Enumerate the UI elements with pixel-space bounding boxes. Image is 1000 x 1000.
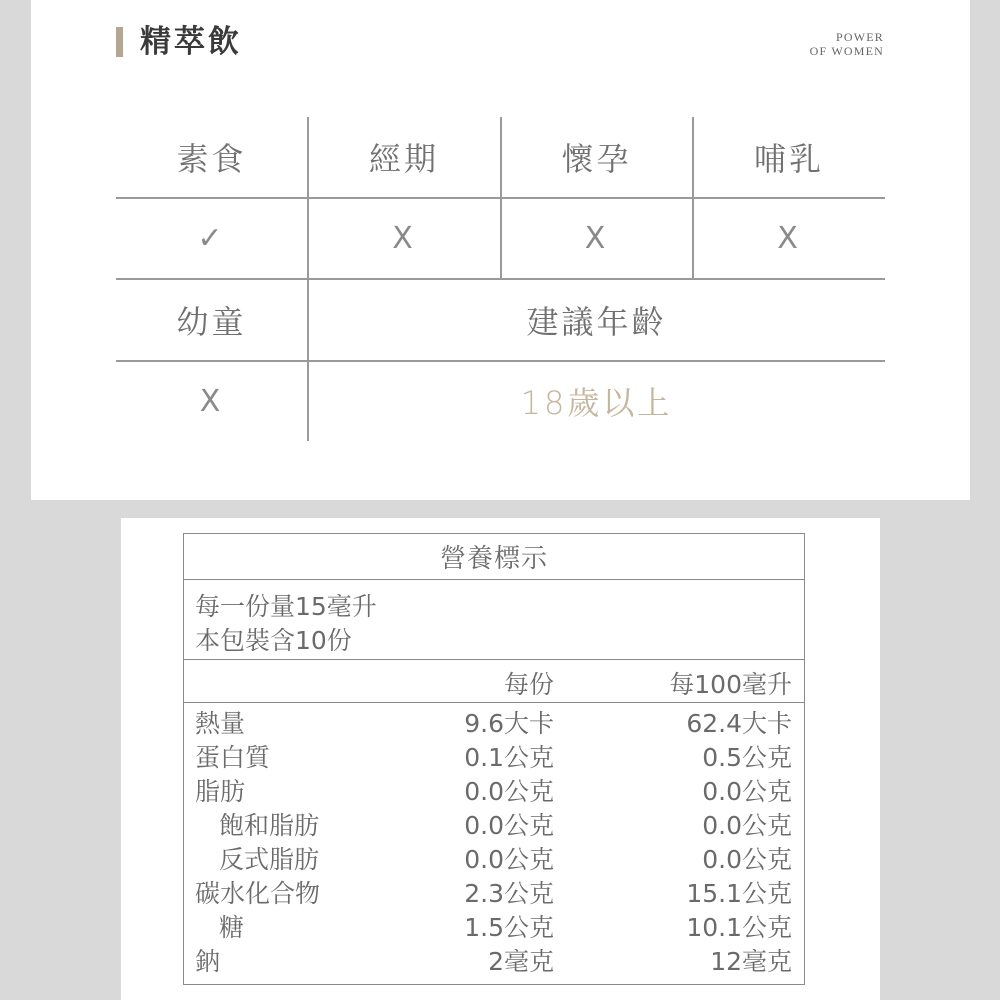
nutrition-column-header	[184, 659, 804, 703]
nutrient-name: 熱量	[195, 709, 246, 738]
mark-vegetarian: ✓	[197, 220, 226, 256]
per-100-value: 62.4大卡	[686, 709, 792, 738]
suitability-grid	[116, 117, 885, 441]
per-100-value: 12毫克	[710, 947, 792, 976]
suitability-card	[31, 0, 970, 500]
nutrition-title: 營養標示	[184, 534, 804, 580]
label-children: 幼童	[176, 302, 247, 341]
serving-info	[184, 579, 804, 660]
servings-per-pack: 本包裝含10份	[195, 626, 352, 655]
per-100-value: 10.1公克	[686, 913, 792, 942]
nutrition-table	[183, 533, 805, 985]
nutrient-name: 鈉	[195, 947, 221, 976]
nutrient-name: 蛋白質	[195, 743, 271, 772]
per-serving-value: 0.1公克	[464, 743, 554, 772]
mark-breastfeeding: X	[777, 220, 801, 256]
mark-children: X	[199, 383, 224, 419]
per-100-value: 15.1公克	[686, 879, 792, 908]
nutrient-name: 糖	[219, 913, 245, 942]
per-serving-value: 2毫克	[488, 947, 554, 976]
mark-pregnancy: X	[584, 220, 609, 256]
nutrient-name: 脂肪	[195, 777, 246, 806]
brand-line-1: POWER	[836, 30, 884, 44]
label-pregnancy: 懷孕	[561, 140, 632, 178]
per-100-value: 0.0公克	[702, 811, 792, 840]
table-row	[184, 741, 804, 775]
per-100-value: 0.5公克	[702, 743, 792, 772]
recommended-age-value: 18歲以上	[520, 384, 673, 422]
brand-logo	[810, 30, 884, 58]
label-breastfeeding: 哺乳	[753, 140, 824, 178]
per-serving-value: 2.3公克	[464, 879, 554, 908]
per-serving-value: 0.0公克	[464, 777, 554, 806]
table-row	[184, 877, 804, 911]
per-serving-value: 1.5公克	[464, 913, 554, 942]
table-row	[184, 809, 804, 843]
title-accent-bar	[116, 27, 123, 57]
table-row	[184, 707, 804, 741]
header-per-100ml: 每100毫升	[669, 670, 792, 699]
serving-size: 每一份量15毫升	[195, 592, 377, 621]
table-row	[184, 775, 804, 809]
label-menstruation: 經期	[368, 140, 439, 178]
nutrient-name: 碳水化合物	[195, 879, 321, 908]
label-recommended-age: 建議年齡	[526, 302, 667, 341]
table-row	[184, 843, 804, 877]
product-title: 精萃飲	[140, 24, 242, 60]
nutrient-name: 飽和脂肪	[219, 811, 320, 840]
nutrient-name: 反式脂肪	[219, 845, 320, 874]
per-serving-value: 9.6大卡	[464, 709, 554, 738]
header-per-serving: 每份	[503, 670, 554, 699]
per-serving-value: 0.0公克	[464, 811, 554, 840]
label-vegetarian: 素食	[176, 140, 247, 178]
table-row	[184, 911, 804, 945]
per-serving-value: 0.0公克	[464, 845, 554, 874]
brand-line-2: OF WOMEN	[809, 44, 884, 58]
nutrition-card	[121, 518, 880, 1000]
per-100-value: 0.0公克	[702, 845, 792, 874]
table-row	[184, 945, 804, 979]
mark-menstruation: X	[392, 220, 416, 256]
per-100-value: 0.0公克	[702, 777, 792, 806]
